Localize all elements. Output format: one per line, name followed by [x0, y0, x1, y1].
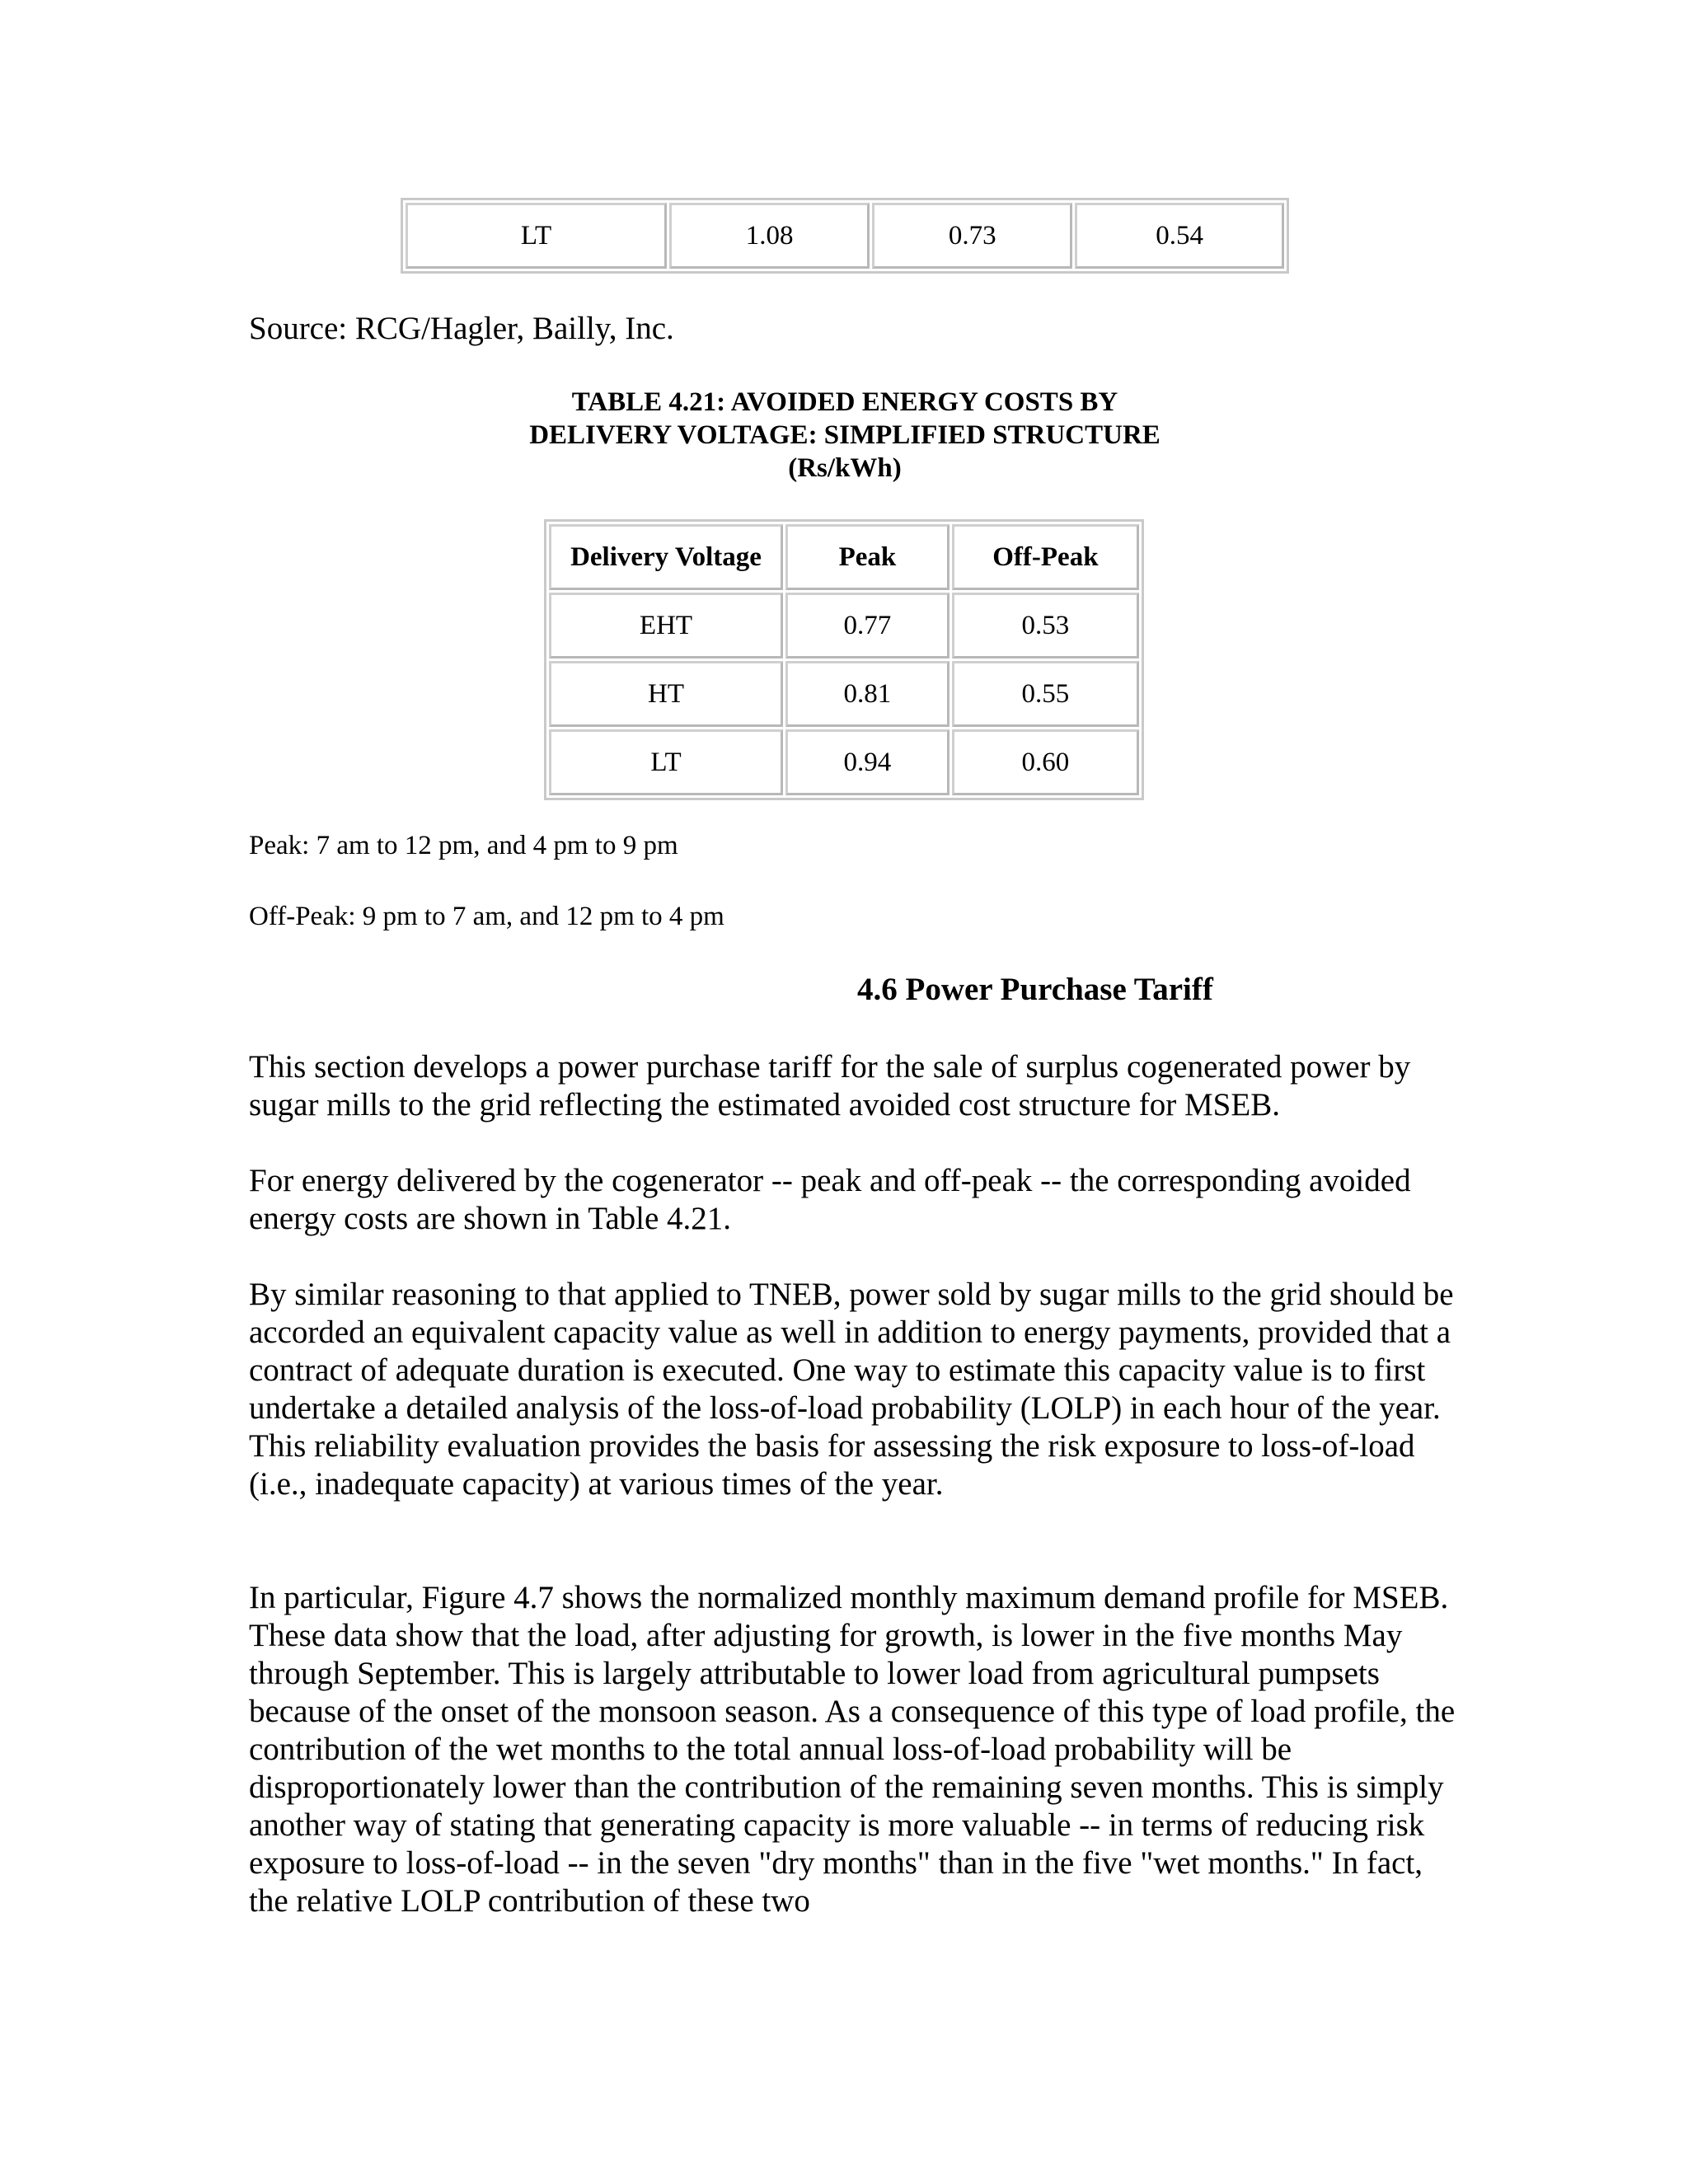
- table-cell-voltage: LT: [549, 729, 783, 795]
- paragraph: By similar reasoning to that applied to TNEB, power sold by sugar mills to the grid should be accorded an equivalent capacity value as well in addition to energy payments, provided that a contract of adequate duration is executed. One way to estimate this capacity value is to first undertake a detailed analysis of the loss-of-load probability (LOLP) in each hour of the year. This reliability evaluation provides the basis for assessing the risk exposure to loss-of-load (i.e., inadequate capacity) at various times of the year.: [249, 1277, 1454, 1502]
- peak-hours-note: Peak: 7 am to 12 pm, and 4 pm to 9 pm: [249, 831, 678, 860]
- table-row: [406, 203, 1284, 269]
- continued-table: [401, 198, 1289, 274]
- table-caption-line: DELIVERY VOLTAGE: SIMPLIFIED STRUCTURE: [529, 420, 1160, 450]
- paragraph: For energy delivered by the cogenerator -- peak and off-peak -- the corresponding avoided energy costs are shown in Table 4.21.: [249, 1163, 1411, 1236]
- column-header-delivery-voltage: Delivery Voltage: [549, 524, 783, 590]
- column-header-off-peak: Off-Peak: [952, 524, 1139, 590]
- table-row: [549, 729, 1139, 795]
- table-cell-offpeak: 0.60: [952, 729, 1139, 795]
- table-cell-peak: 0.81: [785, 661, 950, 727]
- column-header-peak: Peak: [785, 524, 950, 590]
- table-cell-peak: 0.77: [785, 593, 950, 658]
- table-cell-voltage: LT: [406, 203, 667, 269]
- table-cell-voltage: HT: [549, 661, 783, 727]
- table-cell-voltage: EHT: [549, 593, 783, 658]
- table-row: [549, 661, 1139, 727]
- table-caption-line: (Rs/kWh): [788, 453, 902, 483]
- table-cell-peak: 0.94: [785, 729, 950, 795]
- section-heading: 4.6 Power Purchase Tariff: [857, 972, 1213, 1007]
- avoided-energy-costs-table: [544, 519, 1144, 800]
- offpeak-hours-note: Off-Peak: 9 pm to 7 am, and 12 pm to 4 pm: [249, 902, 724, 931]
- table-cell: 0.54: [1075, 203, 1284, 269]
- table-header-row: [549, 524, 1139, 590]
- table-cell: 1.08: [669, 203, 870, 269]
- source-note: Source: RCG/Hagler, Bailly, Inc.: [249, 311, 674, 346]
- paragraph: In particular, Figure 4.7 shows the normalized monthly maximum demand profile for MSEB. These data show that the load, after adjusting for growth, is lower in the five months May through September. This is largely attributable to lower load from agricultural pumpsets because of the onset of the monsoon season. As a consequence of this type of load profile, the contribution of the wet months to the total annual loss-of-load probability will be disproportionately lower than the contribution of the remaining seven months. This is simply another way of stating that generating capacity is more valuable -- in terms of reducing risk exposure to loss-of-load -- in the seven "dry months" than in the five "wet months." In fact, the relative LOLP contribution of these two: [249, 1580, 1456, 1919]
- table-cell: 0.73: [872, 203, 1072, 269]
- table-caption: [437, 386, 1253, 485]
- table-caption-line: TABLE 4.21: AVOIDED ENERGY COSTS BY: [571, 387, 1118, 417]
- table-row: [549, 593, 1139, 658]
- paragraph: This section develops a power purchase tariff for the sale of surplus cogenerated power by sugar mills to the grid reflecting the estimated avoided cost structure for MSEB.: [249, 1049, 1411, 1122]
- table-cell-offpeak: 0.55: [952, 661, 1139, 727]
- table-cell-offpeak: 0.53: [952, 593, 1139, 658]
